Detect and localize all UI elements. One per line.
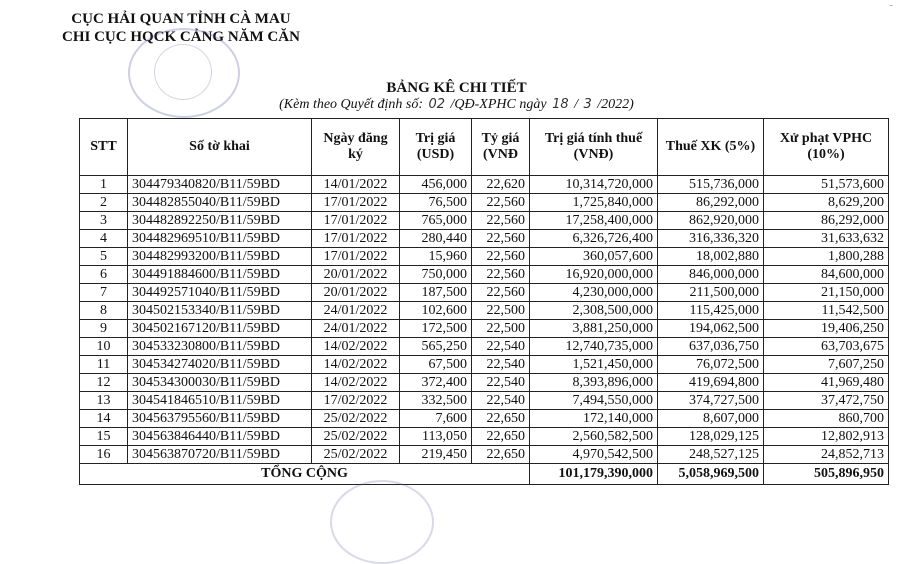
table-row <box>80 176 889 194</box>
value-usd-cell: 565,250 <box>400 338 472 356</box>
table-row <box>80 338 889 356</box>
subtitle-suffix: /2022) <box>597 97 634 112</box>
exchange-rate-cell: 22,560 <box>472 266 530 284</box>
exchange-rate-cell: 22,560 <box>472 212 530 230</box>
export-tax-cell: 18,002,880 <box>658 248 764 266</box>
value-usd-cell: 765,000 <box>400 212 472 230</box>
header-cell: STT <box>80 119 128 176</box>
export-tax-cell: 374,727,500 <box>658 392 764 410</box>
table-row <box>80 374 889 392</box>
stt-cell: 8 <box>80 302 128 320</box>
declaration-number-cell: 304534274020/B11/59BD <box>128 356 312 374</box>
declaration-number-cell: 304502153340/B11/59BD <box>128 302 312 320</box>
declaration-number-cell: 304534300030/B11/59BD <box>128 374 312 392</box>
exchange-rate-cell: 22,540 <box>472 392 530 410</box>
value-usd-cell: 372,400 <box>400 374 472 392</box>
registration-date-cell: 25/02/2022 <box>312 446 400 464</box>
penalty-cell: 19,406,250 <box>764 320 889 338</box>
document-title: BẢNG KÊ CHI TIẾT <box>386 80 527 96</box>
declaration-number-cell: 304541846510/B11/59BD <box>128 392 312 410</box>
export-tax-cell: 419,694,800 <box>658 374 764 392</box>
declaration-number-cell: 304563846440/B11/59BD <box>128 428 312 446</box>
exchange-rate-cell: 22,560 <box>472 248 530 266</box>
exchange-rate-cell: 22,620 <box>472 176 530 194</box>
exchange-rate-cell: 22,500 <box>472 320 530 338</box>
detail-table <box>79 118 889 485</box>
table-row <box>80 284 889 302</box>
header-cell: Thuế XK (5%) <box>658 119 764 176</box>
export-tax-cell: 316,336,320 <box>658 230 764 248</box>
table-row <box>80 212 889 230</box>
stt-cell: 14 <box>80 410 128 428</box>
registration-date-cell: 24/01/2022 <box>312 302 400 320</box>
subtitle-mid: /QĐ-XPHC ngày <box>450 97 547 112</box>
penalty-cell: 37,472,750 <box>764 392 889 410</box>
export-tax-cell: 637,036,750 <box>658 338 764 356</box>
stt-cell: 16 <box>80 446 128 464</box>
registration-date-cell: 17/01/2022 <box>312 194 400 212</box>
declaration-number-cell: 304482969510/B11/59BD <box>128 230 312 248</box>
total-label: TỔNG CỘNG <box>80 464 530 485</box>
table-row <box>80 230 889 248</box>
penalty-cell: 41,969,480 <box>764 374 889 392</box>
table-row <box>80 302 889 320</box>
taxable-value-cell: 16,920,000,000 <box>530 266 658 284</box>
penalty-cell: 7,607,250 <box>764 356 889 374</box>
decision-number: 02 <box>428 97 446 112</box>
table-row <box>80 410 889 428</box>
taxable-value-cell: 12,740,735,000 <box>530 338 658 356</box>
penalty-cell: 1,800,288 <box>764 248 889 266</box>
table-row <box>80 356 889 374</box>
total-export-tax: 5,058,969,500 <box>658 464 764 485</box>
exchange-rate-cell: 22,560 <box>472 284 530 302</box>
declaration-number-cell: 304502167120/B11/59BD <box>128 320 312 338</box>
declaration-number-cell: 304563795560/B11/59BD <box>128 410 312 428</box>
taxable-value-cell: 7,494,550,000 <box>530 392 658 410</box>
declaration-number-cell: 304482892250/B11/59BD <box>128 212 312 230</box>
declaration-number-cell: 304479340820/B11/59BD <box>128 176 312 194</box>
export-tax-cell: 194,062,500 <box>658 320 764 338</box>
header-cell: Số tờ khai <box>128 119 312 176</box>
penalty-cell: 84,600,000 <box>764 266 889 284</box>
exchange-rate-cell: 22,650 <box>472 410 530 428</box>
taxable-value-cell: 2,560,582,500 <box>530 428 658 446</box>
registration-date-cell: 14/02/2022 <box>312 356 400 374</box>
stt-cell: 7 <box>80 284 128 302</box>
exchange-rate-cell: 22,540 <box>472 338 530 356</box>
stt-cell: 4 <box>80 230 128 248</box>
taxable-value-cell: 172,140,000 <box>530 410 658 428</box>
registration-date-cell: 14/02/2022 <box>312 374 400 392</box>
exchange-rate-cell: 22,540 <box>472 374 530 392</box>
penalty-cell: 31,633,632 <box>764 230 889 248</box>
export-tax-cell: 515,736,000 <box>658 176 764 194</box>
value-usd-cell: 76,500 <box>400 194 472 212</box>
penalty-cell: 51,573,600 <box>764 176 889 194</box>
value-usd-cell: 102,600 <box>400 302 472 320</box>
taxable-value-cell: 1,725,840,000 <box>530 194 658 212</box>
stt-cell: 13 <box>80 392 128 410</box>
registration-date-cell: 20/01/2022 <box>312 284 400 302</box>
exchange-rate-cell: 22,500 <box>472 302 530 320</box>
taxable-value-cell: 10,314,720,000 <box>530 176 658 194</box>
registration-date-cell: 17/01/2022 <box>312 230 400 248</box>
value-usd-cell: 67,500 <box>400 356 472 374</box>
value-usd-cell: 750,000 <box>400 266 472 284</box>
value-usd-cell: 332,500 <box>400 392 472 410</box>
declaration-number-cell: 304482855040/B11/59BD <box>128 194 312 212</box>
registration-date-cell: 20/01/2022 <box>312 266 400 284</box>
export-tax-cell: 8,607,000 <box>658 410 764 428</box>
table-row <box>80 320 889 338</box>
value-usd-cell: 187,500 <box>400 284 472 302</box>
taxable-value-cell: 3,881,250,000 <box>530 320 658 338</box>
agency-line-1: CỤC HẢI QUAN TỈNH CÀ MAU <box>71 11 291 27</box>
penalty-cell: 86,292,000 <box>764 212 889 230</box>
total-row <box>80 464 889 485</box>
stt-cell: 2 <box>80 194 128 212</box>
agency-line-2: CHI CỤC HQCK CẢNG NĂM CĂN <box>62 29 300 45</box>
stamp-seal-bottom <box>330 480 434 564</box>
exchange-rate-cell: 22,650 <box>472 428 530 446</box>
stt-cell: 9 <box>80 320 128 338</box>
header-cell: Xử phạt VPHC (10%) <box>764 119 889 176</box>
registration-date-cell: 17/01/2022 <box>312 212 400 230</box>
stt-cell: 3 <box>80 212 128 230</box>
table-header-row <box>80 119 889 176</box>
stt-cell: 6 <box>80 266 128 284</box>
table-row <box>80 266 889 284</box>
export-tax-cell: 248,527,125 <box>658 446 764 464</box>
header-cell: Ngày đăng ký <box>312 119 400 176</box>
header-cell: Trị giá (USD) <box>400 119 472 176</box>
header-cell: Trị giá tính thuế (VNĐ) <box>530 119 658 176</box>
value-usd-cell: 280,440 <box>400 230 472 248</box>
registration-date-cell: 25/02/2022 <box>312 428 400 446</box>
penalty-cell: 8,629,200 <box>764 194 889 212</box>
penalty-cell: 21,150,000 <box>764 284 889 302</box>
exchange-rate-cell: 22,540 <box>472 356 530 374</box>
table-row <box>80 392 889 410</box>
export-tax-cell: 115,425,000 <box>658 302 764 320</box>
penalty-cell: 24,852,713 <box>764 446 889 464</box>
value-usd-cell: 219,450 <box>400 446 472 464</box>
decision-month: 3 <box>583 97 592 112</box>
penalty-cell: 12,802,913 <box>764 428 889 446</box>
stt-cell: 15 <box>80 428 128 446</box>
taxable-value-cell: 2,308,500,000 <box>530 302 658 320</box>
value-usd-cell: 113,050 <box>400 428 472 446</box>
stt-cell: 1 <box>80 176 128 194</box>
value-usd-cell: 7,600 <box>400 410 472 428</box>
taxable-value-cell: 4,230,000,000 <box>530 284 658 302</box>
export-tax-cell: 846,000,000 <box>658 266 764 284</box>
export-tax-cell: 211,500,000 <box>658 284 764 302</box>
taxable-value-cell: 17,258,400,000 <box>530 212 658 230</box>
stt-cell: 12 <box>80 374 128 392</box>
header-cell: Tỷ giá (VNĐ <box>472 119 530 176</box>
value-usd-cell: 15,960 <box>400 248 472 266</box>
taxable-value-cell: 8,393,896,000 <box>530 374 658 392</box>
value-usd-cell: 172,500 <box>400 320 472 338</box>
value-usd-cell: 456,000 <box>400 176 472 194</box>
decision-day: 18 <box>552 97 569 112</box>
exchange-rate-cell: 22,560 <box>472 194 530 212</box>
total-penalty: 505,896,950 <box>764 464 889 485</box>
registration-date-cell: 14/02/2022 <box>312 338 400 356</box>
penalty-cell: 860,700 <box>764 410 889 428</box>
table-row <box>80 446 889 464</box>
taxable-value-cell: 1,521,450,000 <box>530 356 658 374</box>
export-tax-cell: 76,072,500 <box>658 356 764 374</box>
taxable-value-cell: 6,326,726,400 <box>530 230 658 248</box>
exchange-rate-cell: 22,650 <box>472 446 530 464</box>
date-separator: / <box>574 97 579 112</box>
penalty-cell: 11,542,500 <box>764 302 889 320</box>
table-row <box>80 194 889 212</box>
export-tax-cell: 128,029,125 <box>658 428 764 446</box>
stt-cell: 10 <box>80 338 128 356</box>
declaration-number-cell: 304492571040/B11/59BD <box>128 284 312 302</box>
taxable-value-cell: 4,970,542,500 <box>530 446 658 464</box>
registration-date-cell: 24/01/2022 <box>312 320 400 338</box>
stt-cell: 5 <box>80 248 128 266</box>
declaration-number-cell: 304533230800/B11/59BD <box>128 338 312 356</box>
exchange-rate-cell: 22,560 <box>472 230 530 248</box>
registration-date-cell: 25/02/2022 <box>312 410 400 428</box>
subtitle-prefix: (Kèm theo Quyết định số: <box>279 97 423 112</box>
corner-mark: - <box>889 0 893 11</box>
penalty-cell: 63,703,675 <box>764 338 889 356</box>
export-tax-cell: 862,920,000 <box>658 212 764 230</box>
declaration-number-cell: 304491884600/B11/59BD <box>128 266 312 284</box>
registration-date-cell: 17/01/2022 <box>312 248 400 266</box>
registration-date-cell: 17/02/2022 <box>312 392 400 410</box>
taxable-value-cell: 360,057,600 <box>530 248 658 266</box>
stt-cell: 11 <box>80 356 128 374</box>
table-row <box>80 428 889 446</box>
declaration-number-cell: 304563870720/B11/59BD <box>128 446 312 464</box>
document-subtitle <box>0 97 913 113</box>
declaration-number-cell: 304482993200/B11/59BD <box>128 248 312 266</box>
total-taxable-value: 101,179,390,000 <box>530 464 658 485</box>
table-row <box>80 248 889 266</box>
registration-date-cell: 14/01/2022 <box>312 176 400 194</box>
export-tax-cell: 86,292,000 <box>658 194 764 212</box>
